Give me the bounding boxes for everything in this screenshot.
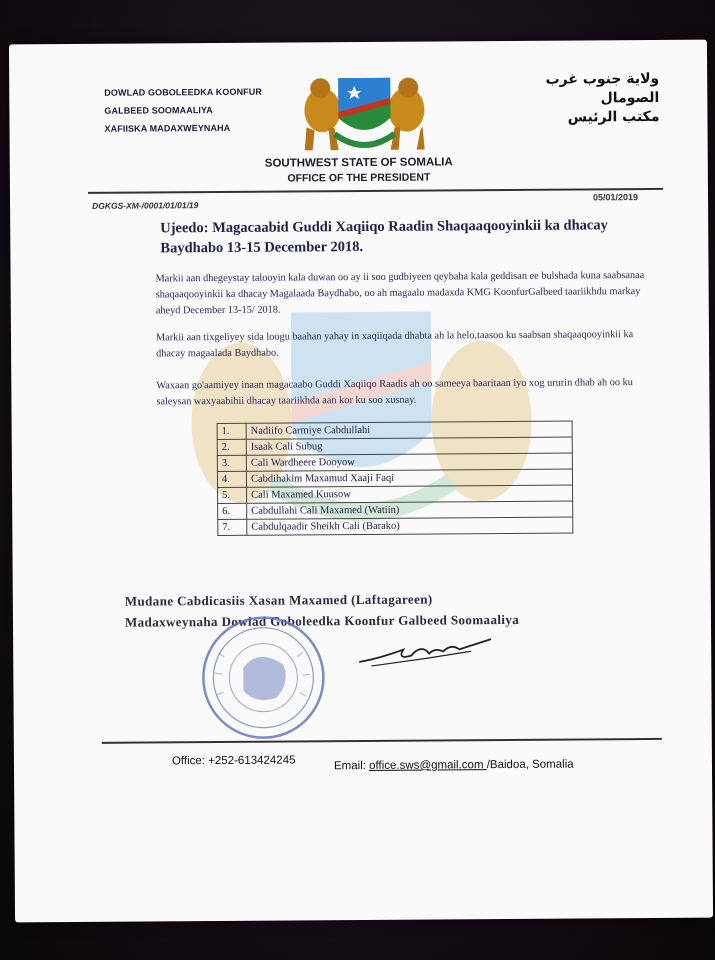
row-number: 3. — [217, 455, 246, 471]
letter-subject: Ujeedo: Magacaabid Guddi Xaqiiqo Raadin Shaqaaqooyinkii ka dhacay Baydhabo 13-15 December 2018. — [160, 217, 608, 257]
email-link[interactable]: office.sws@gmail.com — [369, 759, 487, 772]
footer-email — [334, 759, 574, 773]
handwritten-signature — [351, 629, 501, 675]
left-lion-icon — [304, 78, 341, 150]
reference-number: DGKGS-XM-/0001/01/01/19 — [92, 200, 199, 211]
official-stamp-icon — [198, 612, 329, 743]
table-row — [218, 517, 573, 535]
letterhead-left-line-3: XAFIISKA MADAXWEYNAHA — [104, 122, 231, 134]
paragraph-2: Markii aan tixgeliyey sida loogu baahan yahay in xaqiiqada dhabta ah la helo,taasoo ku saabsan shaqaaqooyinkii ka dhacay magaalada Baydhabo. — [155, 329, 634, 360]
member-name: Nadiifo Carmiye Cabdullahi — [246, 421, 572, 439]
letterhead-somali — [104, 83, 262, 138]
header-divider — [88, 188, 663, 194]
laurel-icon — [335, 134, 395, 145]
member-name: Cabdihakim Maxamud Xaaji Faqi — [246, 469, 572, 487]
member-name: Cabdulqaadir Sheikh Cali (Barako) — [247, 517, 573, 535]
member-name: Cali Wardheere Dooyow — [246, 453, 572, 471]
row-number: 7. — [218, 519, 247, 535]
letterhead-title: SOUTHWEST STATE OF SOMALIA — [264, 156, 453, 170]
row-number: 1. — [217, 423, 246, 439]
signatory-title: Madaxweynaha Dowlad Goboleedka Koonfur Galbeed Soomaaliya — [124, 611, 520, 630]
letterhead-arabic — [546, 70, 660, 128]
flag-shield-icon — [338, 78, 390, 130]
letterhead-right-line-2: الصومال — [600, 89, 660, 107]
letterhead-right-line-3: مكتب الرئيس — [567, 108, 660, 126]
member-name: Isaak Cali Subug — [246, 437, 572, 455]
signatory-name: Mudane Cabdicasiis Xasan Maxamed (Laftagareen) — [124, 591, 433, 609]
coat-of-arms-emblem — [294, 71, 435, 154]
letter-page — [9, 40, 713, 923]
letterhead-left-line-2: GALBEED SOOMAALIYA — [104, 105, 213, 116]
footer-divider — [102, 738, 662, 744]
email-location: /Baidoa, Somalia — [486, 758, 574, 772]
letter-date: 05/01/2019 — [592, 192, 639, 203]
paragraph-3: Waxaan go'aamiyey inaan magacaabo Guddi Xaqiiqo Raadis ah oo sameeya baaritaan iyo xog ururin dhab ah oo ku saleysan waxyaabihii dhacay taariikhda aan kor ku soo xusnay. — [156, 377, 633, 408]
letterhead-right-line-1: ولاية جنوب غرب — [545, 70, 660, 88]
row-number: 4. — [217, 471, 246, 487]
row-number: 6. — [218, 503, 247, 519]
row-number: 2. — [217, 439, 246, 455]
member-name: Cabdullahi Cali Maxamed (Watiin) — [247, 501, 573, 519]
office-phone: Office: +252-613424245 — [171, 754, 296, 768]
letterhead-subtitle: OFFICE OF THE PRESIDENT — [287, 171, 431, 185]
right-lion-icon — [388, 78, 425, 150]
member-name: Cali Maxamed Kuusow — [247, 485, 573, 503]
committee-table — [217, 421, 574, 536]
letterhead-left-line-1: DOWLAD GOBOLEEDKA KOONFUR — [104, 86, 262, 98]
paragraph-1: Markii aan dhegeystay talooyin kala duwan oo ay ii soo gudbiyeen qeybaha kala geddisan ee bulshada kuna saabsanaa shaqaaqooyinkii ka dhacay Magalaada Baydhabo, oo ah magaalo madaxda KMG KoonfurGalbeed taariikhdu markay aheyd December 13-15/ 2018. — [155, 270, 645, 317]
row-number: 5. — [218, 487, 247, 503]
email-label: Email: — [333, 759, 366, 773]
